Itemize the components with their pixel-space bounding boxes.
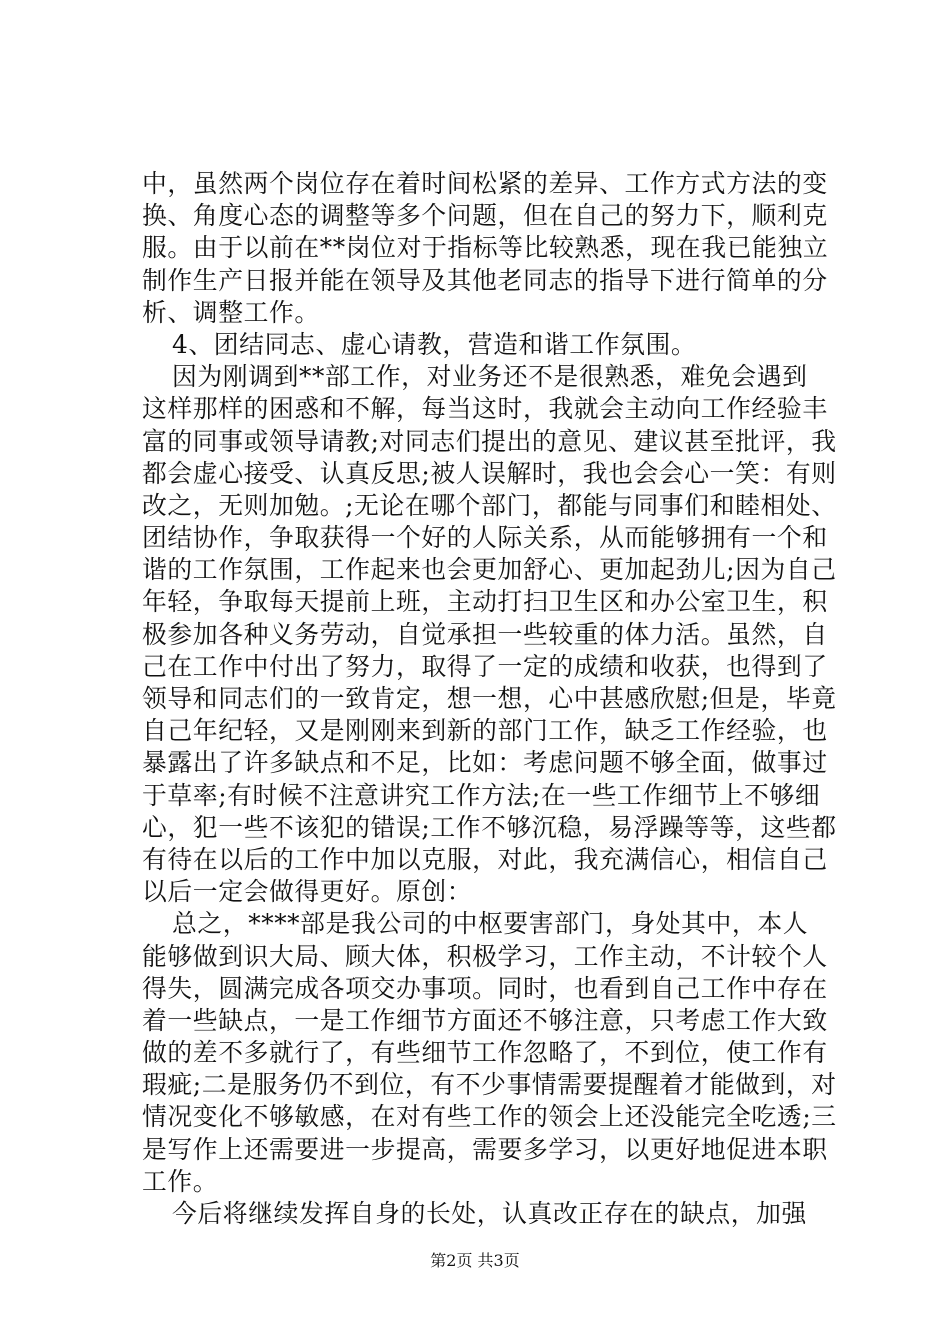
text-line: 极参加各种义务劳动，自觉承担一些较重的体力活。虽然，自 [142, 619, 828, 649]
text-line: 情况变化不够敏感，在对有些工作的领会上还没能完全吃透;三 [142, 1102, 837, 1132]
text-line: 4、团结同志、虚心请教，营造和谐工作氛围。 [172, 329, 697, 359]
text-line: 能够做到识大局、顾大体，积极学习，工作主动，不计较个人 [142, 941, 828, 971]
text-line: 今后将继续发挥自身的长处，认真改正存在的缺点，加强 [172, 1199, 807, 1228]
text-line: 工作。 [142, 1166, 219, 1196]
text-line: 自己年纪轻，又是刚刚来到新的部门工作，缺乏工作经验，也 [142, 716, 828, 746]
text-line: 总之，****部是我公司的中枢要害部门，身处其中，本人 [172, 909, 809, 939]
text-line: 瑕疵;二是服务仍不到位，有不少事情需要提醒着才能做到，对 [142, 1070, 837, 1100]
text-line: 换、角度心态的调整等多个问题，但在自己的努力下，顺利克 [142, 201, 828, 231]
text-line: 制作生产日报并能在领导及其他老同志的指导下进行简单的分 [142, 265, 828, 295]
text-line: 改之，无则加勉。;无论在哪个部门，都能与同事们和睦相处、 [142, 490, 837, 520]
text-line: 己在工作中付出了努力，取得了一定的成绩和收获，也得到了 [142, 651, 828, 681]
page-footer: 第2页 共3页 [430, 1251, 520, 1270]
text-line: 这样那样的困惑和不解，每当这时，我就会主动向工作经验丰 [142, 394, 828, 424]
text-line: 以后一定会做得更好。原创： [142, 877, 473, 907]
text-line: 得失，圆满完成各项交办事项。同时，也看到自己工作中存在 [142, 973, 828, 1003]
text-line: 领导和同志们的一致肯定，想一想，心中甚感欣慰;但是，毕竟 [142, 684, 837, 713]
text-line: 析、调整工作。 [142, 297, 320, 327]
text-line: 心，犯一些不该犯的错误;工作不够沉稳，易浮躁等等，这些都 [142, 812, 837, 842]
text-line: 中，虽然两个岗位存在着时间松紧的差异、工作方式方法的变 [142, 169, 828, 198]
text-line: 服。由于以前在**岗位对于指标等比较熟悉，现在我已能独立 [142, 233, 829, 263]
text-line: 谐的工作氛围，工作起来也会更加舒心、更加起劲儿;因为自己 [142, 555, 837, 585]
text-line: 都会虚心接受、认真反思;被人误解时，我也会会心一笑：有则 [142, 458, 837, 488]
text-line: 着一些缺点，一是工作细节方面还不够注意，只考虑工作大致 [142, 1005, 828, 1035]
text-line: 年轻，争取每天提前上班，主动打扫卫生区和办公室卫生，积 [142, 587, 828, 617]
text-line: 做的差不多就行了，有些细节工作忽略了，不到位，使工作有 [142, 1038, 828, 1068]
text-line: 于草率;有时候不注意讲究工作方法;在一些工作细节上不够细 [142, 780, 821, 810]
document-body [142, 168, 837, 1230]
text-line: 富的同事或领导请教;对同志们提出的意见、建议甚至批评，我 [142, 426, 837, 456]
text-line: 因为刚调到**部工作，对业务还不是很熟悉，难免会遇到 [172, 362, 808, 392]
text-line: 团结协作，争取获得一个好的人际关系，从而能够拥有一个和 [142, 523, 828, 553]
text-line: 有待在以后的工作中加以克服，对此，我充满信心，相信自己 [142, 844, 828, 874]
text-line: 是写作上还需要进一步提高，需要多学习，以更好地促进本职 [142, 1134, 828, 1164]
text-line: 暴露出了许多缺点和不足，比如：考虑问题不够全面，做事过 [142, 748, 828, 778]
